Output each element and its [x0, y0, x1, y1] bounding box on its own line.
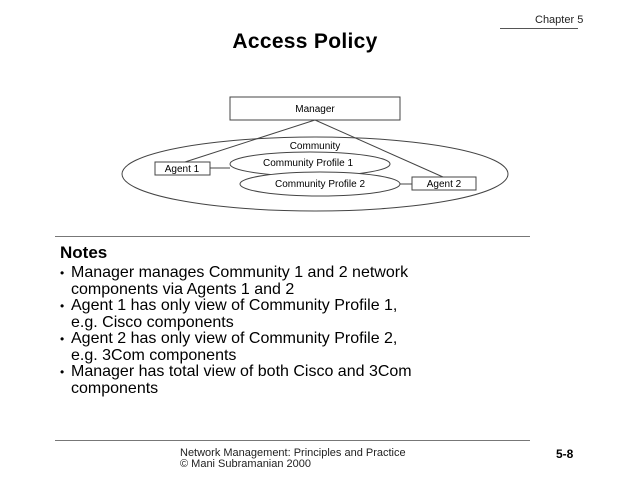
note-line: components via Agents 1 and 2 — [71, 280, 295, 298]
note-item — [60, 298, 620, 331]
note-line: e.g. 3Com components — [71, 346, 237, 364]
note-line: Agent 1 has only view of Community Profile 1, — [71, 297, 398, 314]
note-item — [60, 265, 620, 298]
bullet-icon: • — [60, 299, 65, 313]
note-line: Manager manages Community 1 and 2 network — [71, 264, 409, 281]
page-title: Access Policy — [232, 30, 378, 53]
bullet-icon: • — [60, 266, 65, 280]
profile1-label: Community Profile 1 — [262, 158, 354, 169]
note-item — [60, 331, 620, 364]
notes-list — [60, 265, 620, 397]
note-line: Agent 2 has only view of Community Profile 2, — [71, 330, 398, 347]
page-number: 5-8 — [556, 447, 574, 461]
profile2-label: Community Profile 2 — [274, 179, 366, 190]
chapter-label: Chapter 5 — [535, 14, 584, 26]
note-line: e.g. Cisco components — [71, 313, 234, 331]
note-line: components — [71, 379, 159, 397]
note-line: Manager has total view of both Cisco and 3Com — [71, 363, 412, 380]
manager-label: Manager — [295, 104, 335, 115]
section-divider — [55, 236, 530, 237]
agent1-label: Agent 1 — [164, 164, 200, 175]
bullet-icon: • — [60, 365, 65, 379]
footer-copyright: © Mani Subramanian 2000 — [180, 458, 312, 470]
footer-divider — [55, 440, 530, 441]
community-label: Community — [289, 141, 341, 152]
note-item — [60, 364, 620, 397]
footer-book-title: Network Management: Principles and Practice — [180, 447, 406, 459]
bullet-icon: • — [60, 332, 65, 346]
agent2-label: Agent 2 — [426, 179, 462, 190]
notes-heading: Notes — [60, 243, 108, 262]
